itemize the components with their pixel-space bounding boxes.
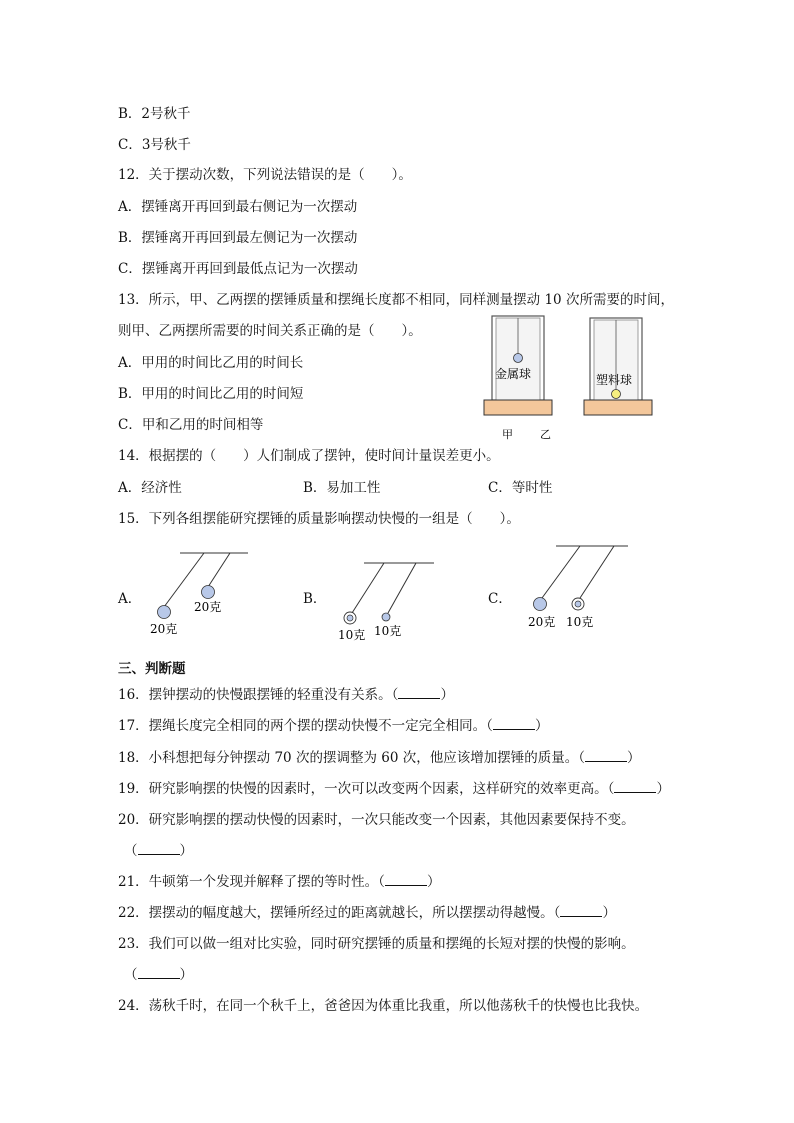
answer-blank-20[interactable]	[138, 842, 180, 855]
q22	[118, 904, 616, 922]
q13-option-b: B．甲用的时间比乙用的时间短	[118, 386, 304, 402]
answer-blank-23[interactable]	[138, 966, 180, 979]
q12-option-a: A．摆锤离开再回到最右侧记为一次摆动	[118, 199, 358, 215]
q14-option-b: B．易加工性	[303, 480, 381, 496]
q12-stem: 12．关于摆动次数，下列说法错误的是（ ）。	[118, 167, 412, 183]
q20-answer	[124, 842, 193, 860]
a-mass-2: 20克	[194, 600, 222, 614]
q15-option-c-figure	[520, 538, 640, 633]
pendulum-jia	[484, 316, 552, 415]
section-title-judgement: 三、判断题	[118, 661, 186, 677]
q15-option-b-figure	[330, 555, 450, 645]
q15-option-c-label: C．	[488, 591, 512, 607]
q14-option-c: C．等时性	[488, 480, 553, 496]
q17-close: ）	[534, 718, 549, 734]
q13-option-a: A．甲用的时间比乙用的时间长	[118, 355, 304, 371]
q13-stem-line1: 13．所示，甲、乙两摆的摆锤质量和摆绳长度都不相同，同样测量摆动 10 次所需要的时间，	[118, 292, 674, 308]
q15-stem: 15．下列各组摆能研究摆锤的质量影响摆动快慢的一组是（ ）。	[118, 511, 520, 527]
q22-close: ）	[602, 905, 616, 921]
q13-stem-line2: 则甲、乙两摆所需要的时间关系正确的是（ ）。	[118, 323, 422, 339]
q21	[118, 873, 440, 891]
q18-close: ）	[626, 750, 641, 766]
pendulum-yi	[584, 318, 652, 415]
label-jia: 甲	[502, 428, 513, 441]
q19-text: 19．研究影响摆的快慢的因素时，一次可以改变两个因素，这样研究的效率更高。（	[118, 781, 615, 797]
q21-close: ）	[426, 874, 441, 890]
answer-blank-22[interactable]	[560, 904, 602, 917]
q22-text: 22．摆摆动的幅度越大，摆锤所经过的距离就越长，所以摆摆动得越慢。（	[118, 905, 561, 921]
q14-option-a: A．经济性	[118, 480, 182, 496]
q15-option-a-figure	[140, 545, 260, 640]
q11-option-b: B．2号秋千	[118, 106, 191, 122]
q13-pendulum-figure	[480, 310, 660, 445]
answer-blank-16[interactable]	[398, 686, 440, 699]
q14-stem: 14．根据摆的（ ）人们制成了摆钟，使时间计量误差更小。	[118, 448, 500, 464]
answer-blank-21[interactable]	[385, 873, 427, 886]
label-yi: 乙	[540, 428, 551, 441]
q15-option-a-label: A．	[118, 591, 142, 607]
q17	[118, 717, 548, 735]
c-mass-1: 20克	[528, 615, 556, 629]
answer-blank-17[interactable]	[493, 717, 535, 730]
q12-option-c: C．摆锤离开再回到最低点记为一次摆动	[118, 261, 358, 277]
q20: 20．研究影响摆的摆动快慢的因素时，一次只能改变一个因素，其他因素要保持不变。	[118, 812, 635, 828]
q24: 24．荡秋千时，在同一个秋千上，爸爸因为体重比我重，所以他荡秋千的快慢也比我快。	[118, 998, 649, 1014]
q23-answer	[124, 966, 193, 984]
q23: 23．我们可以做一组对比实验，同时研究摆锤的质量和摆绳的长短对摆的快慢的影响。	[118, 936, 635, 952]
metal-ball-label: 金属球	[495, 367, 532, 381]
q18-text: 18．小科想把每分钟摆动 70 次的摆调整为 60 次，他应该增加摆锤的质量。（	[118, 750, 585, 766]
b-mass-1: 10克	[338, 628, 366, 642]
a-mass-1: 20克	[150, 622, 178, 636]
q15-option-b-label: B．	[303, 591, 327, 607]
c-mass-2: 10克	[566, 615, 594, 629]
answer-blank-18[interactable]	[585, 749, 627, 762]
q20-close: ）	[179, 843, 193, 859]
q19-close: ）	[656, 781, 670, 797]
q18	[118, 749, 640, 767]
q19	[118, 780, 670, 798]
plastic-ball-label: 塑料球	[596, 373, 633, 387]
answer-blank-19[interactable]	[614, 780, 656, 793]
q11-option-c: C．3号秋千	[118, 137, 191, 153]
q16-close: ）	[440, 687, 454, 703]
q17-text: 17．摆绳长度完全相同的两个摆的摆动快慢不一定完全相同。（	[118, 718, 493, 734]
q12-option-b: B．摆锤离开再回到最左侧记为一次摆动	[118, 230, 358, 246]
b-mass-2: 10克	[374, 624, 402, 638]
q23-open: （	[124, 967, 138, 983]
q16	[118, 686, 454, 704]
q21-text: 21．牛顿第一个发现并解释了摆的等时性。（	[118, 874, 385, 890]
q23-close: ）	[179, 967, 193, 983]
q13-option-c: C．甲和乙用的时间相等	[118, 417, 264, 433]
q20-open: （	[124, 843, 138, 859]
q16-text: 16．摆钟摆动的快慢跟摆锤的轻重没有关系。（	[118, 687, 399, 703]
